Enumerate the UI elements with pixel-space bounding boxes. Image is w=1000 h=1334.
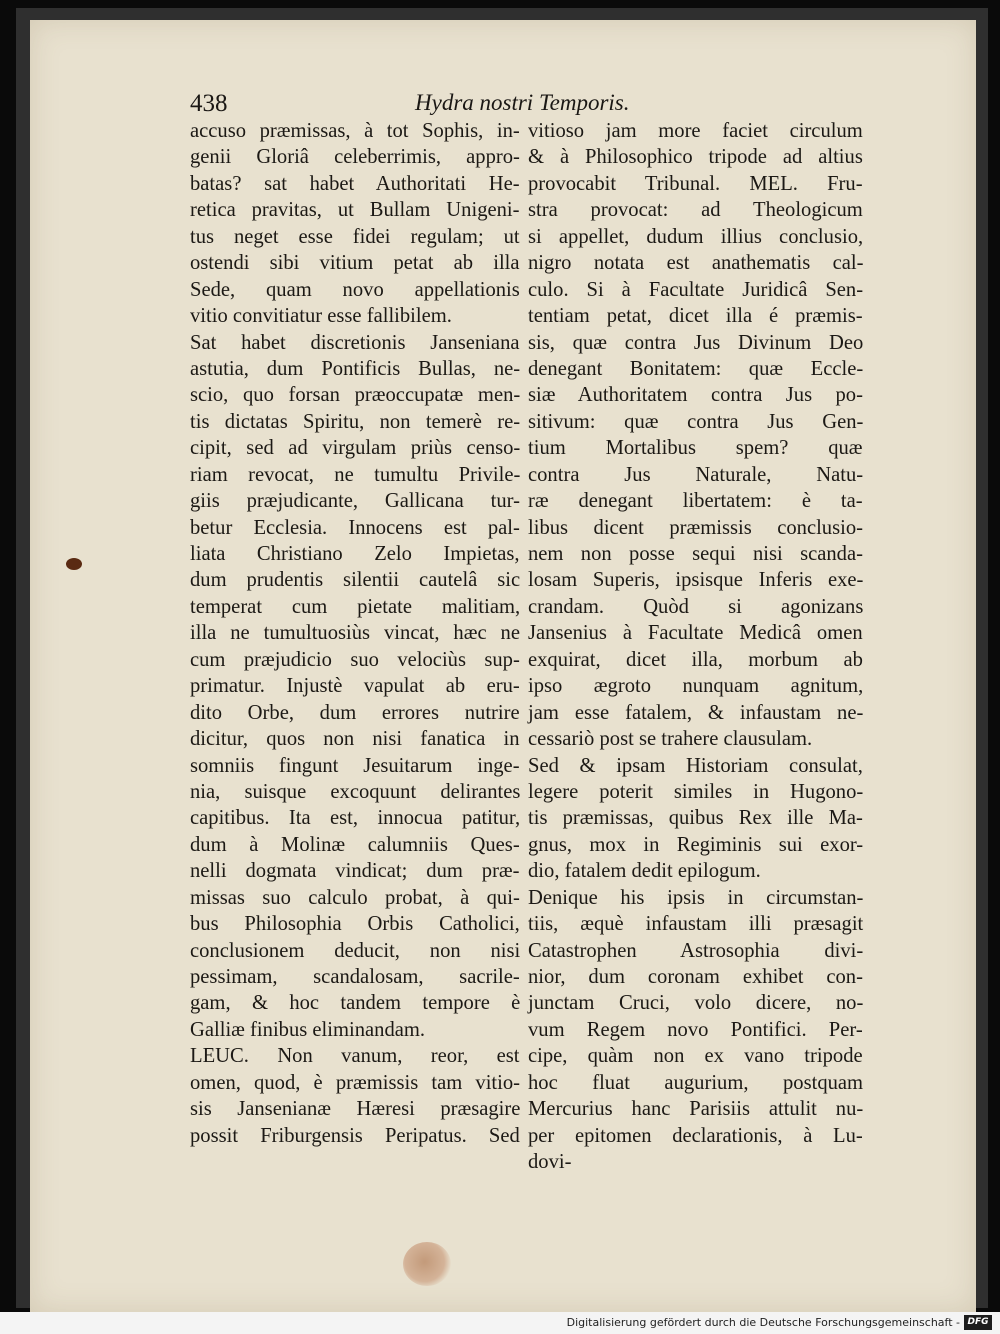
text-line: cessariò post se trahere clausulam. — [528, 728, 813, 751]
text-line: retica pravitas, ut Bullam Unigeni- — [190, 199, 520, 222]
text-line: omen, quod, è præmissis tam vitio- — [190, 1071, 521, 1094]
text-line: tium Mortalibus spem? quæ — [528, 437, 863, 460]
text-line: scio, quo forsan præoccupatæ men- — [190, 384, 521, 407]
text-line: sitivum: quæ contra Jus Gen- — [528, 410, 864, 433]
text-line: Sede, quam novo appellationis — [190, 278, 520, 301]
text-line: vitio convitiatur esse fallibilem. — [190, 305, 452, 328]
text-line: Sed & ipsam Historiam consulat, — [528, 754, 863, 777]
text-line: dio, fatalem dedit epilogum. — [528, 860, 761, 883]
text-line: exquirat, dicet illa, morbum ab — [528, 648, 863, 671]
text-line: accuso præmissas, à tot Sophis, in- — [190, 120, 520, 142]
text-line: gnus, mox in Regiminis sui exor- — [528, 833, 864, 856]
text-line: stra provocat: ad Theologicum — [528, 199, 863, 222]
text-line: riam revocat, ne tumultu Privile- — [190, 463, 521, 486]
text-line: dito Orbe, dum errores nutrire — [190, 701, 520, 724]
page-header — [155, 72, 645, 117]
dfg-logo: DFG — [964, 1315, 992, 1330]
text-line: primatur. Injustè vapulat ab eru- — [190, 675, 520, 698]
text-line: nigro notata est anathematis cal- — [528, 252, 864, 275]
right-text-column — [528, 118, 863, 1176]
text-line: genii Gloriâ celeberrimis, appro- — [190, 146, 520, 169]
text-line: siæ Authoritatem contra Jus po- — [528, 384, 863, 407]
text-line: sis Jansenianæ Hæresi præsagire — [190, 1098, 521, 1121]
running-title: Hydra nostri Temporis. — [415, 90, 630, 115]
left-text-column — [190, 118, 520, 1149]
text-line: vitioso jam more faciet circulum — [528, 120, 863, 142]
text-line: dovi- — [528, 1151, 572, 1174]
text-line: nelli dogmata vindicat; dum præ- — [190, 860, 520, 883]
paper-stain — [403, 1242, 451, 1286]
text-line: astutia, dum Pontificis Bullas, ne- — [190, 357, 521, 380]
text-line: bus Philosophia Orbis Catholici, — [190, 913, 520, 936]
text-line: contra Jus Naturale, Natu- — [528, 463, 864, 486]
text-line: capitibus. Ita est, innocua patitur, — [190, 807, 521, 830]
text-line: somniis fingunt Jesuitarum inge- — [190, 754, 520, 777]
text-line: liata Christiano Zelo Impietas, — [190, 543, 520, 565]
text-line: si appellet, dudum illius conclusio, — [528, 225, 864, 248]
text-line: pessimam, scandalosam, sacrile- — [190, 966, 520, 988]
text-line: conclusionem deducit, non nisi — [190, 939, 521, 962]
text-line: missas suo calculo probat, à qui- — [190, 886, 520, 909]
text-line: tis dictatas Spiritu, non temerè re- — [190, 410, 521, 433]
text-line: vum Regem novo Pontifici. Per- — [528, 1018, 863, 1041]
text-line: dum prudentis silentii cautelâ sic — [190, 569, 521, 592]
text-line: cipit, sed ad virgulam priùs censo- — [190, 437, 521, 460]
text-line: temperat cum pietate malitiam, — [190, 595, 521, 618]
text-line: provocabit Tribunal. MEL. Fru- — [528, 172, 863, 195]
text-line: nem non posse sequi nisi scanda- — [528, 543, 863, 565]
text-line: dicitur, quos non nisi fanatica in — [190, 728, 520, 751]
ink-spot — [66, 558, 82, 570]
text-line: sis, quæ contra Jus Divinum Deo — [528, 331, 864, 354]
text-line: dum à Molinæ calumniis Ques- — [190, 833, 520, 856]
text-line: hoc fluat augurium, postquam — [528, 1071, 864, 1094]
text-line: illa ne tumultuosiùs vincat, hæc ne — [190, 622, 520, 645]
text-line: culo. Si à Facultate Juridicâ Sen- — [528, 278, 864, 301]
text-line: libus dicent præmissis conclusio- — [528, 516, 863, 539]
text-line: junctam Cruci, volo dicere, no- — [528, 992, 864, 1015]
text-line: Sat habet discretionis Janseniana — [190, 331, 520, 354]
text-line: ræ denegant libertatem: è ta- — [528, 490, 863, 513]
text-line: Galliæ finibus eliminandam. — [190, 1018, 426, 1041]
text-line: Mercurius hanc Parisiis attulit nu- — [528, 1098, 864, 1121]
text-line: cum præjudicio suo velociùs sup- — [190, 648, 520, 671]
text-line: tis præmissas, quibus Rex ille Ma- — [528, 807, 863, 830]
text-line: denegant Bonitatem: quæ Eccle- — [528, 357, 864, 380]
digitization-footer — [0, 1312, 1000, 1334]
text-line: gam, & hoc tandem tempore è — [190, 992, 521, 1015]
text-line: jam esse fatalem, & infaustam ne- — [528, 701, 864, 724]
text-line: tentiam petat, dicet illa é præmis- — [528, 305, 863, 328]
text-line: cipe, quàm non ex vano tripode — [528, 1045, 863, 1068]
text-line: nior, dum coronam exhibet con- — [528, 966, 863, 988]
text-line: nia, suisque excoquunt delirantes — [190, 780, 521, 803]
text-line: LEUC. Non vanum, reor, est — [190, 1045, 520, 1068]
text-line: giis præjudicante, Gallicana tur- — [190, 490, 520, 513]
funding-notice: Digitalisierung gefördert durch die Deutsche Forschungsgemeinschaft - — [566, 1316, 960, 1329]
text-line: Denique his ipsis in circumstan- — [528, 886, 864, 909]
text-line: ipso ægroto nunquam agnitum, — [528, 675, 864, 698]
text-line: losam Superis, ipsisque Inferis exe- — [528, 569, 864, 592]
text-line: Jansenius à Facultate Medicâ omen — [528, 622, 863, 645]
text-line: & à Philosophico tripode ad altius — [528, 146, 863, 169]
text-line: legere poterit similes in Hugono- — [528, 780, 864, 803]
text-line: ostendi sibi vitium petat ab illa — [190, 252, 520, 275]
text-line: crandam. Quòd si agonizans — [528, 595, 864, 618]
text-line: per epitomen declarationis, à Lu- — [528, 1124, 863, 1147]
text-line: Catastrophen Astrosophia divi- — [528, 939, 864, 962]
text-line: betur Ecclesia. Innocens est pal- — [190, 516, 520, 539]
text-line: tus neget esse fidei regulam; ut — [190, 225, 520, 248]
text-line: tiis, æquè infaustam illi præsagit — [528, 913, 864, 936]
text-line: possit Friburgensis Peripatus. Sed — [190, 1124, 520, 1147]
text-line: batas? sat habet Authoritati He- — [190, 172, 520, 195]
page-number: 438 — [190, 90, 228, 117]
